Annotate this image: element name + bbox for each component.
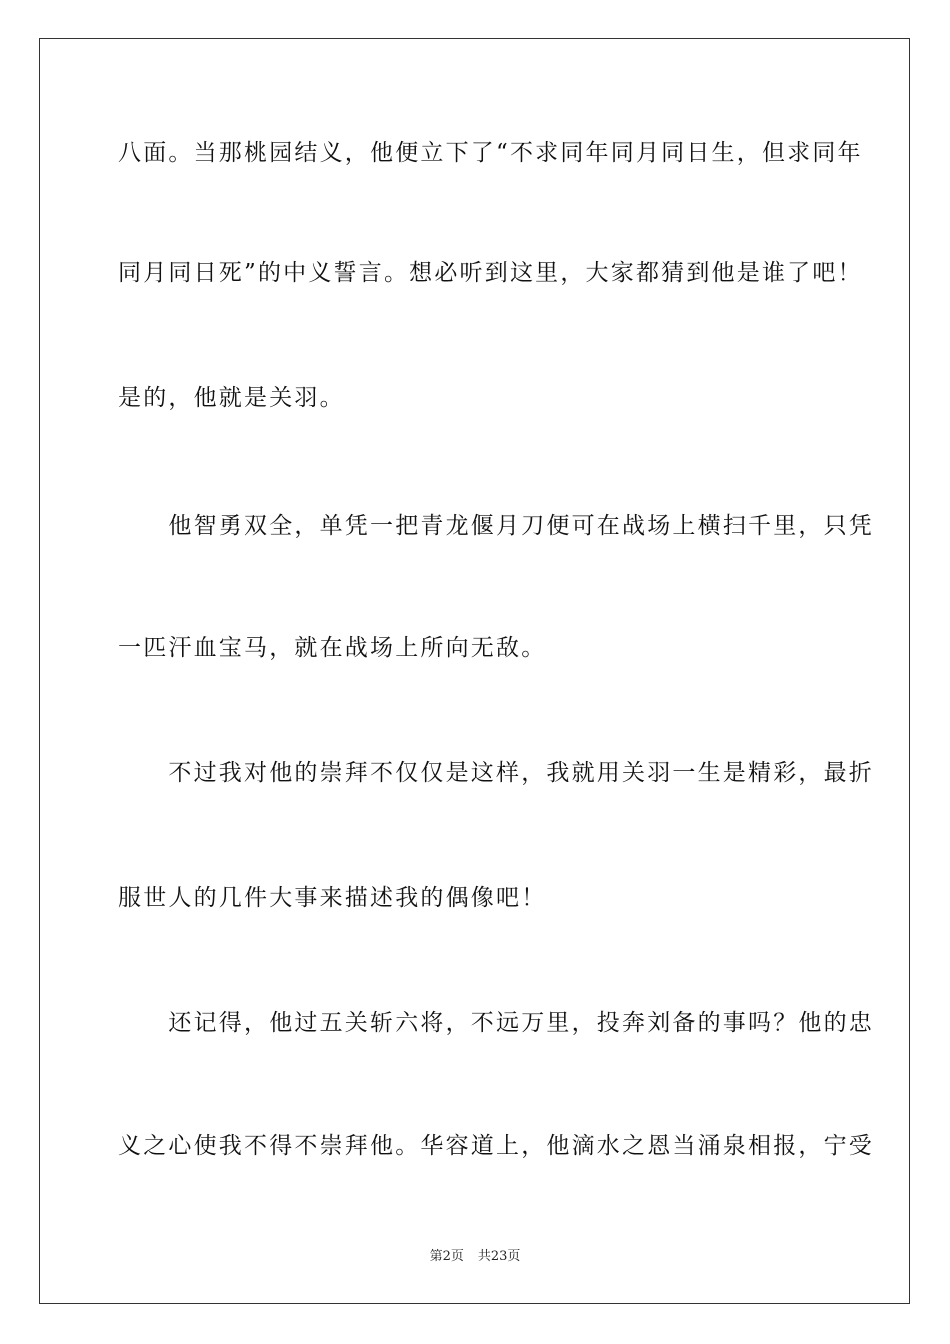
- paragraph-line: 还记得，他过五关斩六将，不远万里，投奔刘备的事吗？他的忠: [118, 1010, 874, 1036]
- page-footer: [0, 1245, 950, 1264]
- page-number: 第2页: [429, 1249, 464, 1264]
- paragraph-line: 一匹汗血宝马，就在战场上所向无敌。: [118, 635, 547, 661]
- page-border: [39, 38, 910, 1304]
- paragraph-line: 义之心使我不得不崇拜他。华容道上，他滴水之恩当涌泉相报，宁受: [118, 1133, 874, 1159]
- page-total: 共23页: [477, 1249, 521, 1264]
- paragraph-line: 八面。当那桃园结义，他便立下了“不求同年同月同日生，但求同年: [118, 140, 863, 166]
- paragraph-line: 是的，他就是关羽。: [118, 385, 345, 411]
- paragraph-line: 同月同日死”的中义誓言。想必听到这里，大家都猜到他是谁了吧！: [118, 260, 863, 286]
- paragraph-line: 服世人的几件大事来描述我的偶像吧！: [118, 885, 547, 911]
- paragraph-line: 他智勇双全，单凭一把青龙偃月刀便可在战场上横扫千里，只凭: [118, 513, 874, 539]
- paragraph-line: 不过我对他的崇拜不仅仅是这样，我就用关羽一生是精彩，最折: [118, 760, 874, 786]
